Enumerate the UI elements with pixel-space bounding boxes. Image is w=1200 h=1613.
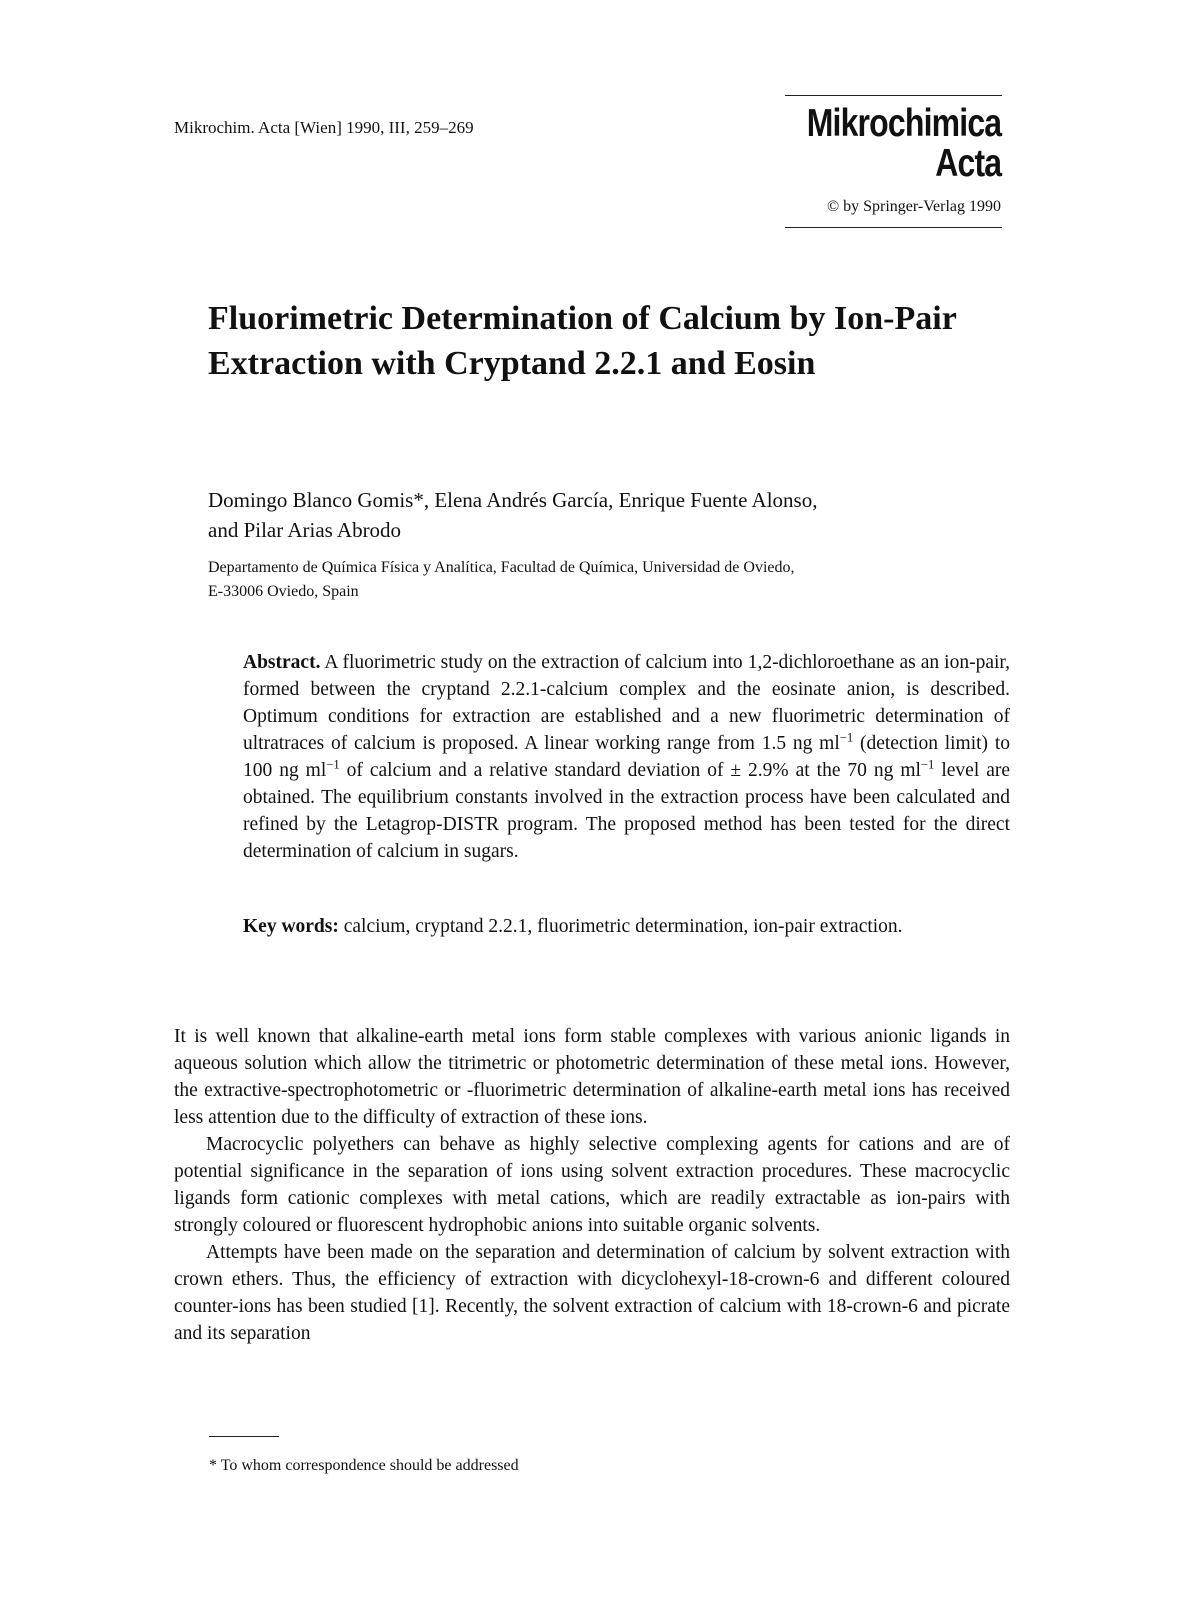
- body-text: [174, 1023, 1010, 1347]
- article-title: Fluorimetric Determination of Calcium by Ion-Pair Extraction with Cryptand 2.2.1 and Eosin: [208, 300, 957, 382]
- journal-logo-line1: Mikrochimica: [806, 102, 1001, 145]
- abstract-text-3: of calcium and a relative standard deviation of ± 2.9% at the 70 ng ml: [339, 760, 921, 781]
- abstract-text-2: (detection limit) to 100 ng ml: [243, 733, 1010, 781]
- journal-citation: Mikrochim. Acta [Wien] 1990, III, 259–269: [174, 118, 474, 137]
- header-rule-bottom: [785, 227, 1002, 228]
- header-rule-top: [785, 95, 1002, 96]
- author-list: [208, 485, 968, 545]
- abstract-sup-1: −1: [839, 730, 854, 745]
- keywords: [243, 913, 1010, 940]
- journal-logo: [806, 104, 1001, 184]
- abstract: [243, 649, 1010, 865]
- abstract-text-4: level are obtained. The equilibrium constants involved in the extraction process have been calculated and refined by the Letagrop-DISTR program. The proposed method has been tested for the direct determination of calcium in sugars.: [243, 760, 1010, 862]
- affiliation-line-1: Departamento de Química Física y Analítica, Facultad de Química, Universidad de Oviedo,: [208, 559, 795, 576]
- journal-logo-line2: Acta: [934, 142, 1001, 185]
- body-paragraph-3: Attempts have been made on the separation and determination of calcium by solvent extraction with crown ethers. Thus, the efficiency of extraction with dicyclohexyl-18-crown-6 and different coloured counter-ions has been studied [1]. Recently, the solvent extraction of calcium with 18-crown-6 and picrate and its separation: [174, 1242, 1010, 1344]
- authors-line-2: and Pilar Arias Abrodo: [208, 518, 402, 542]
- keywords-label: Key words:: [243, 916, 339, 937]
- affiliation: [208, 556, 968, 604]
- abstract-sup-2: −1: [326, 757, 340, 772]
- body-paragraph-1: It is well known that alkaline-earth metal ions form stable complexes with various anionic ligands in aqueous solution which allow the titrimetric or photometric determination of these metal ions. However, the extractive-spectrophotometric or -fluorimetric determination of alkaline-earth metal ions has received less attention due to the difficulty of extraction of these ions.: [174, 1026, 1010, 1128]
- affiliation-line-2: E-33006 Oviedo, Spain: [208, 583, 359, 600]
- footnote-rule: [209, 1436, 279, 1437]
- body-paragraph-2: Macrocyclic polyethers can behave as highly selective complexing agents for cations and are of potential significance in the separation of ions using solvent extraction procedures. These macrocyclic ligands form cationic complexes with metal cations, which are readily extractable as ion-pairs with strongly coloured or fluorescent hydrophobic anions into suitable organic solvents.: [174, 1134, 1010, 1236]
- footnote: * To whom correspondence should be addressed: [209, 1457, 519, 1474]
- keywords-text: calcium, cryptand 2.2.1, fluorimetric determination, ion-pair extraction.: [343, 916, 903, 937]
- abstract-text-1: A fluorimetric study on the extraction of calcium into 1,2-dichloroethane as an ion-pair, formed between the cryptand 2.2.1-calcium complex and the eosinate anion, is described. Optimum conditions for extraction are established and a new fluorimetric determination of ultratraces of calcium is proposed. A linear working range from 1.5 ng ml: [243, 652, 1010, 754]
- abstract-sup-3: −1: [920, 757, 935, 772]
- abstract-label: Abstract.: [243, 652, 321, 673]
- authors-line-1: Domingo Blanco Gomis*, Elena Andrés García, Enrique Fuente Alonso,: [208, 488, 818, 512]
- copyright-notice: © by Springer-Verlag 1990: [826, 198, 1001, 215]
